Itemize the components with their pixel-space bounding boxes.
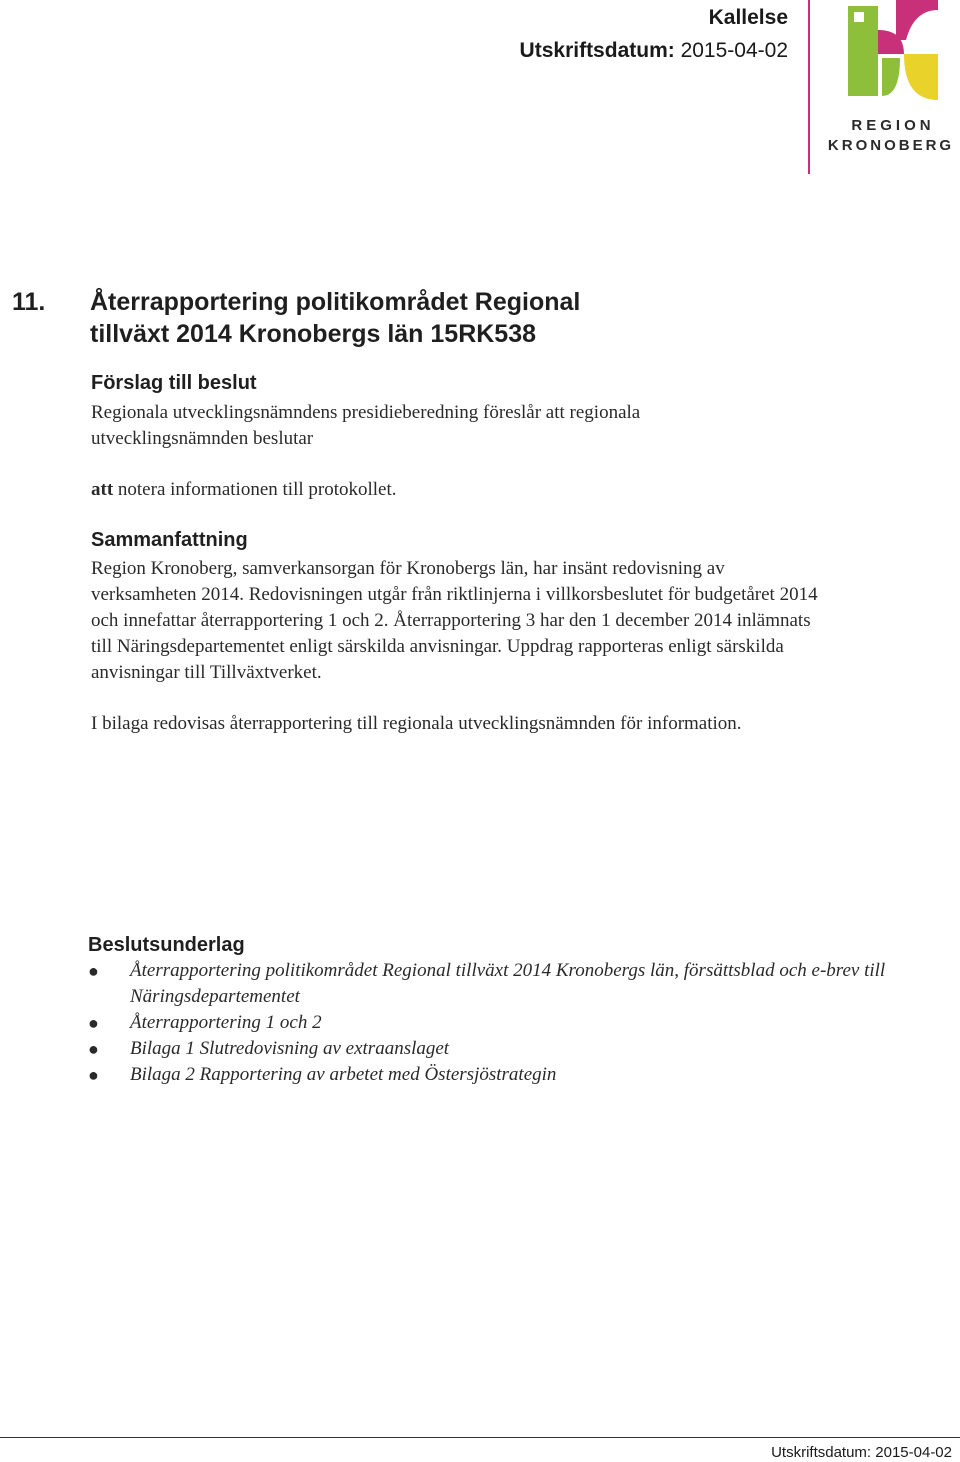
list-item-text: Bilaga 2 Rapportering av arbetet med Östersjöstrategin — [130, 1064, 557, 1085]
list-item — [88, 1036, 908, 1062]
logo-divider — [808, 0, 810, 174]
print-date — [520, 39, 788, 63]
att-clause — [91, 477, 821, 503]
bullet-icon: ● — [88, 1013, 99, 1033]
list-item-text: Bilaga 1 Slutredovisning av extraanslaget — [130, 1038, 450, 1059]
document-type: Kallelse — [708, 6, 788, 29]
print-date-value: 2015-04-02 — [680, 39, 788, 62]
bilaga-text: I bilaga redovisas återrapportering till regionala utvecklingsnämnden för information. — [91, 713, 742, 734]
logo-dot — [854, 12, 864, 22]
att-text: notera informationen till protokollet. — [113, 479, 397, 500]
agenda-item-text: Återrapportering politikområdet Regional tillväxt 2014 Kronobergs län 15RK538 — [90, 288, 581, 348]
footer-divider — [0, 1437, 960, 1438]
footer-print-date: Utskriftsdatum: 2015-04-02 — [771, 1444, 952, 1461]
logo-yellow-leaf — [904, 54, 938, 100]
logo-green-leaf — [882, 58, 900, 96]
logo-line-region: REGION — [851, 117, 935, 134]
forslag-text: Regionala utvecklingsnämndens presidieberedning föreslår att regionala utvecklingsnämnden beslutar — [91, 402, 641, 449]
sammanfattning-text: Region Kronoberg, samverkansorgan för Kronobergs län, har insänt redovisning av verksamheten 2014. Redovisningen utgår från riktlinjerna i villkorsbeslutet för budgetåret 2014 och innefattar återrapportering 1 och 2. Återrapportering 3 har den 1 december 2014 inlämnats till Näringsdepartementet enligt särskilda anvisningar. Uppdrag rapporteras enligt särskilda anvisningar till Tillväxtverket. — [91, 558, 818, 683]
logo-magenta-top — [896, 0, 938, 40]
logo-line-kronoberg: KRONOBERG — [827, 137, 955, 154]
logo-wordmark — [826, 116, 956, 156]
section-heading-forslag: Förslag till beslut — [91, 372, 257, 394]
section-heading-sammanfattning: Sammanfattning — [91, 529, 248, 551]
bullet-icon: ● — [88, 1039, 99, 1059]
bullet-icon: ● — [88, 1065, 99, 1085]
section-heading-beslutsunderlag: Beslutsunderlag — [88, 934, 245, 956]
beslutsunderlag-list — [88, 958, 908, 1088]
list-item-text: Återrapportering politikområdet Regional tillväxt 2014 Kronobergs län, försättsblad och e-brev till Näringsdepartementet — [130, 960, 886, 1007]
region-kronoberg-logo-icon — [842, 0, 938, 104]
att-keyword: att — [91, 479, 114, 500]
bullet-icon: ● — [88, 961, 99, 981]
list-item-text: Återrapportering 1 och 2 — [130, 1012, 322, 1033]
list-item — [88, 1062, 908, 1088]
list-item — [88, 958, 908, 1010]
agenda-item-number: 11. — [12, 288, 46, 316]
print-date-label: Utskriftsdatum: — [519, 39, 675, 62]
list-item — [88, 1010, 908, 1036]
